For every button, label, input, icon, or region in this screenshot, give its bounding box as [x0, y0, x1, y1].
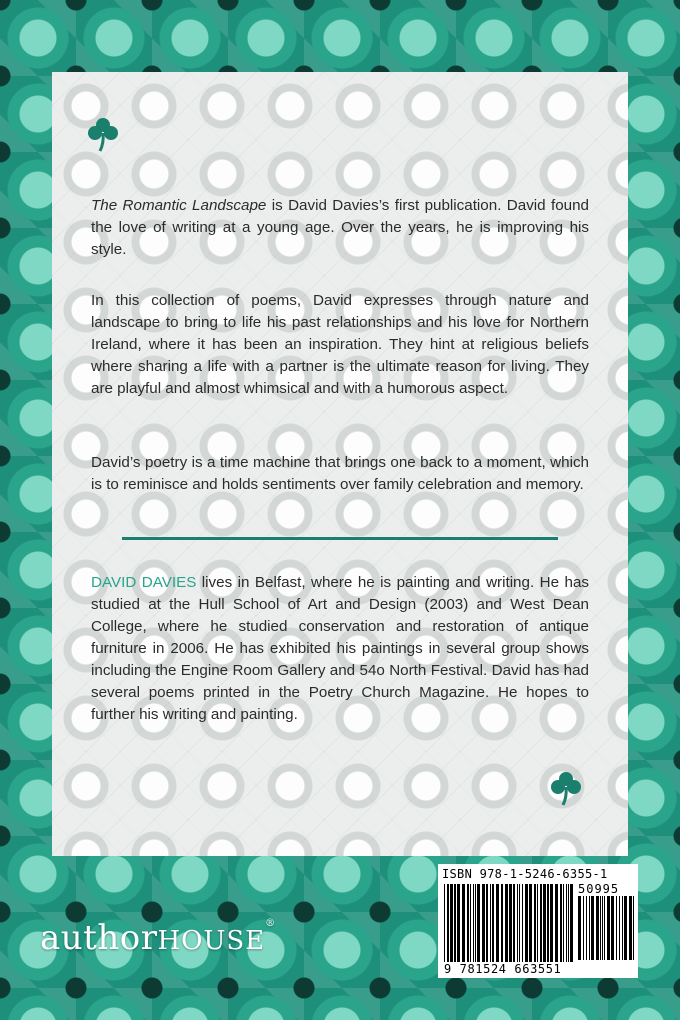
barcode-bar — [467, 884, 469, 962]
barcode-bar — [547, 884, 549, 962]
barcode-bar — [555, 884, 558, 962]
registered-mark: ® — [265, 918, 276, 929]
barcode-bar — [519, 884, 520, 962]
barcode-bar — [496, 884, 499, 962]
barcode-bar — [444, 884, 445, 962]
barcode-bar — [586, 896, 587, 960]
ean-number: 9 781524 663551 — [444, 962, 562, 976]
barcode-bar — [629, 896, 632, 960]
barcode-bar — [550, 884, 553, 962]
barcode-bar — [534, 884, 536, 962]
barcode-bar — [604, 896, 605, 960]
barcode-bar — [633, 896, 634, 960]
barcode-bar — [525, 884, 528, 962]
barcode-bar — [462, 884, 465, 962]
barcode-bar — [616, 896, 617, 960]
section-divider — [122, 537, 558, 540]
barcode-bar — [477, 884, 480, 962]
barcode-bar — [568, 884, 569, 962]
publisher-logo — [40, 918, 276, 958]
barcode-bar — [529, 884, 532, 962]
barcode-bar — [490, 884, 491, 962]
barcode-bar — [622, 896, 623, 960]
barcode-bar — [543, 884, 546, 962]
ean-barcode — [444, 884, 574, 962]
author-bio-text: lives in Belfast, where he is painting and writing. He has studied at the Hull School of Art and Design (2003) and West Dean College, where he studied conservation and restoration of antique furniture in 2006. He has exhibited his paintings in several group shows including the Engine Room Gallery and 54o North Festival. David has had several poems printed in the Poetry Church Magazine. He hopes to further his writing and painting. — [91, 574, 589, 723]
barcode-bar — [470, 884, 471, 962]
barcode-box — [438, 864, 638, 978]
book-title: The Romantic Landscape — [91, 197, 267, 214]
barcode-bar — [522, 884, 523, 962]
barcode-bar — [600, 896, 601, 960]
barcode-bar — [566, 884, 567, 962]
author-bio — [91, 572, 589, 726]
barcode-bar — [560, 884, 562, 962]
barcode-bar — [486, 884, 488, 962]
barcode-bar — [596, 896, 599, 960]
barcode-bar — [509, 884, 512, 962]
barcode-bar — [607, 896, 610, 960]
barcode-bar — [473, 884, 474, 962]
blurb-paragraph-1-text: is David Davies’s first publication. David found the love of writing at a young age. Over the years, he is improving his style. — [91, 197, 589, 258]
barcode-bar — [589, 896, 590, 960]
author-name: DAVID DAVIES — [91, 574, 197, 591]
barcode-bar — [501, 884, 503, 962]
barcode-bar — [447, 884, 449, 962]
barcode-bar — [591, 896, 594, 960]
barcode-bar — [517, 884, 518, 962]
blurb-paragraph-2: In this collection of poems, David expresses through nature and landscape to bring to life his past relationships and his love for Northern Ireland, where it has been an inspiration. They hint at religious beliefs where sharing a life with a partner is the ultimate reason for living. They are playful and almost whimsical and with a humorous aspect. — [91, 292, 589, 397]
barcode-bar — [450, 884, 453, 962]
barcode-bar — [454, 884, 456, 962]
publisher-logo-part2: HOUSE — [157, 926, 266, 956]
barcode-bar — [492, 884, 494, 962]
barcode-bar — [537, 884, 538, 962]
barcode-bar — [505, 884, 508, 962]
barcode-bar — [513, 884, 515, 962]
blurb-paragraph-3: David’s poetry is a time machine that brings one back to a moment, which is to reminisce and holds sentiments over family celebration and memory. — [91, 454, 589, 493]
barcode-bar — [540, 884, 542, 962]
barcode-bar — [619, 896, 620, 960]
barcode-bar — [457, 884, 460, 962]
barcode-bar — [570, 884, 573, 962]
isbn-label: ISBN 978-1-5246-6355-1 — [442, 867, 608, 881]
barcode-bar — [624, 896, 627, 960]
barcode-bar — [475, 884, 476, 962]
barcode-bar — [583, 896, 584, 960]
barcode-bar — [611, 896, 614, 960]
barcode-bar — [602, 896, 603, 960]
shamrock-icon — [88, 116, 118, 152]
barcode-bar — [482, 884, 485, 962]
barcode-bar — [563, 884, 564, 962]
addon-number: 50995 — [578, 882, 620, 896]
blurb-paragraph-1 — [91, 195, 589, 261]
publisher-logo-part1: author — [40, 918, 158, 958]
barcode-bar — [578, 896, 581, 960]
shamrock-icon — [551, 770, 581, 806]
addon-barcode — [578, 896, 634, 960]
